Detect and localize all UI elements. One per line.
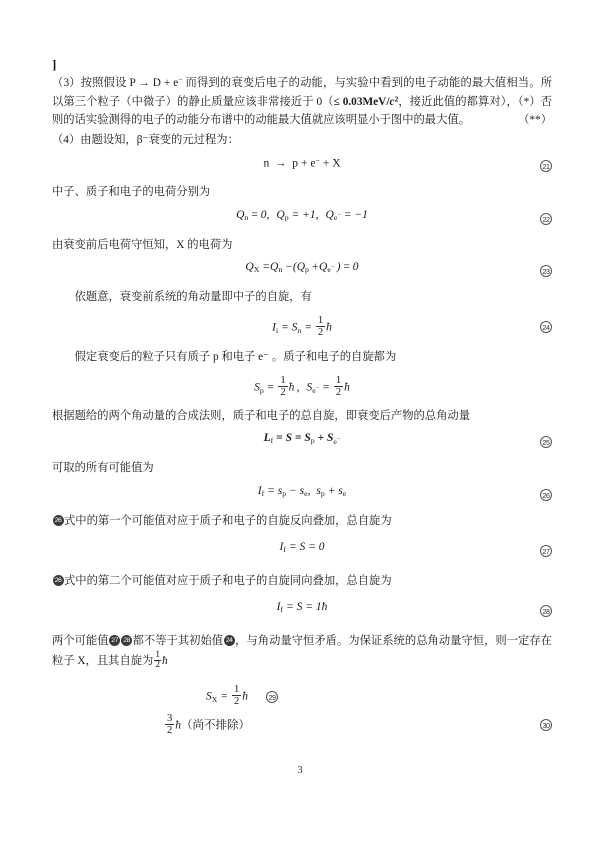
first-value-intro-text: 式中的第一个可能值对应于质子和电子的自旋反向叠加，总自旋为 <box>64 514 392 527</box>
conclusion-a-text: 两个可能值 <box>52 635 109 648</box>
equation-row-24 <box>52 315 552 338</box>
equation-24: $I_i = S_n$ = $\frac{1}{2}$ ħ <box>272 315 332 339</box>
equation-30: $\frac{3}{2}$ ħ（尚不排除） <box>166 713 251 737</box>
equation-row-23 <box>52 261 552 281</box>
equation-row-21 <box>52 156 552 176</box>
equation-number-24: 24 <box>540 321 552 333</box>
equation-number-28: 28 <box>540 605 552 617</box>
reference-27: 27 <box>109 635 120 646</box>
reference-26-a: 26 <box>53 515 64 526</box>
equation-number-25: 25 <box>540 436 552 448</box>
reference-24: 24 <box>224 635 235 646</box>
reference-28: 28 <box>121 635 132 646</box>
charge-conservation-intro: 由衰变前后电荷守恒知，X 的电荷为 <box>52 238 233 251</box>
equation-number-22: 22 <box>540 213 552 225</box>
half-fraction: $\frac{1}{2}$ <box>155 649 160 671</box>
equation-29: $S_X$ = $\frac{1}{2}$ ħ 29 <box>52 684 552 707</box>
decay-d-symbol: D <box>152 77 161 90</box>
equation-spins: $S_p$ = $\frac{1}{2}$ ħ , $S_{e^-}$ = $\frac{1}{2}$ ħ <box>254 374 350 398</box>
equation-number-21: 21 <box>540 160 552 172</box>
equation-row-26 <box>52 485 552 505</box>
page-number: 3 <box>297 765 303 776</box>
equation-22: $Q_n = 0$, $Q_p = +1$, $Q_{e^-} = -1$ <box>236 208 368 222</box>
leading-bracket: ] <box>52 57 57 72</box>
first-value-intro <box>52 512 552 530</box>
equation-26: $I_f = s_p - s_e$, $s_p + s_e$ <box>257 484 347 498</box>
possible-values-intro: 可取的所有可能值为 <box>52 462 154 475</box>
equation-row-25 <box>52 432 552 452</box>
equation-row-22 <box>52 209 552 229</box>
composition-rule-intro: 根据题给的两个角动量的合成法则，质子和电子的总自旋，即衰变后产物的总角动量 <box>52 410 470 423</box>
equation-21: n → p + e− + X <box>263 156 341 170</box>
equation-row-27 <box>52 541 552 561</box>
decay-p-symbol: P <box>129 77 136 90</box>
equation-number-30: 30 <box>540 719 552 731</box>
equation-number-29: 29 <box>266 691 278 703</box>
equation-27: $I_f = S = 0$ <box>279 540 325 555</box>
equation-number-23: 23 <box>540 265 552 277</box>
equation-row-29 <box>52 684 552 707</box>
equation-number-26: 26 <box>540 489 552 501</box>
equation-row-spins <box>52 375 552 398</box>
equation-row-30 <box>52 713 552 736</box>
electron-charge-sup: − <box>178 75 183 85</box>
paragraph-3: （3）按照假设 P → D + e− 而得到的衰变后电子的动能，与实验中看到的电子动能的最大值相当。所以第三个粒子（中微子）的静止质量应该非常接近于 $0(\le 0.03MeV/c^2$，接近此值的都算对），（*）否则的话实验测得的电子的动能分布谱中的动能最大值就应该明显小于图中的最大值。 （**） <box>52 74 552 129</box>
charges-intro: 中子、质子和电子的电荷分别为 <box>52 186 211 199</box>
conclusion-b-text: 都不等于其初始值 <box>132 635 224 648</box>
spin-assumption-intro: 假定衰变后的粒子只有质子 p 和电子 e⁻ 。质子和电子的自旋都为 <box>74 350 397 363</box>
equation-row-28 <box>52 601 552 621</box>
page-content <box>52 58 552 736</box>
equation-28: $I_f = S$ = 1ħ <box>276 601 328 615</box>
equation-25: $L_f = S = S_p + S_{e^-}$ <box>263 432 341 446</box>
hbar-symbol: ħ <box>161 654 168 667</box>
equation-number-27: 27 <box>540 545 552 557</box>
angular-momentum-intro: 依题意，衰变前系统的角动量即中子的自旋，有 <box>74 291 312 304</box>
conclusion-c-text: ，与角动量守恒矛盾。为保证系统的总角动量守恒，则一定存在粒子 X，且其自旋为 <box>52 635 552 667</box>
second-value-intro-text: 式中的第二个可能值对应于质子和电子的自旋同向叠加，总自旋为 <box>64 574 392 587</box>
second-value-intro <box>52 572 552 590</box>
reference-26-b: 26 <box>53 575 64 586</box>
paragraph-4: （4）由题设知，β⁻衰变的元过程为： <box>52 134 239 147</box>
paragraph-3-tail-mark: （**） <box>518 113 552 126</box>
conclusion-paragraph <box>52 632 552 671</box>
arrow-symbol: → <box>138 77 150 90</box>
equation-23: $Q_X =Q_n -(Q_p +Q_{e^-}$ ) = 0 <box>245 261 359 275</box>
